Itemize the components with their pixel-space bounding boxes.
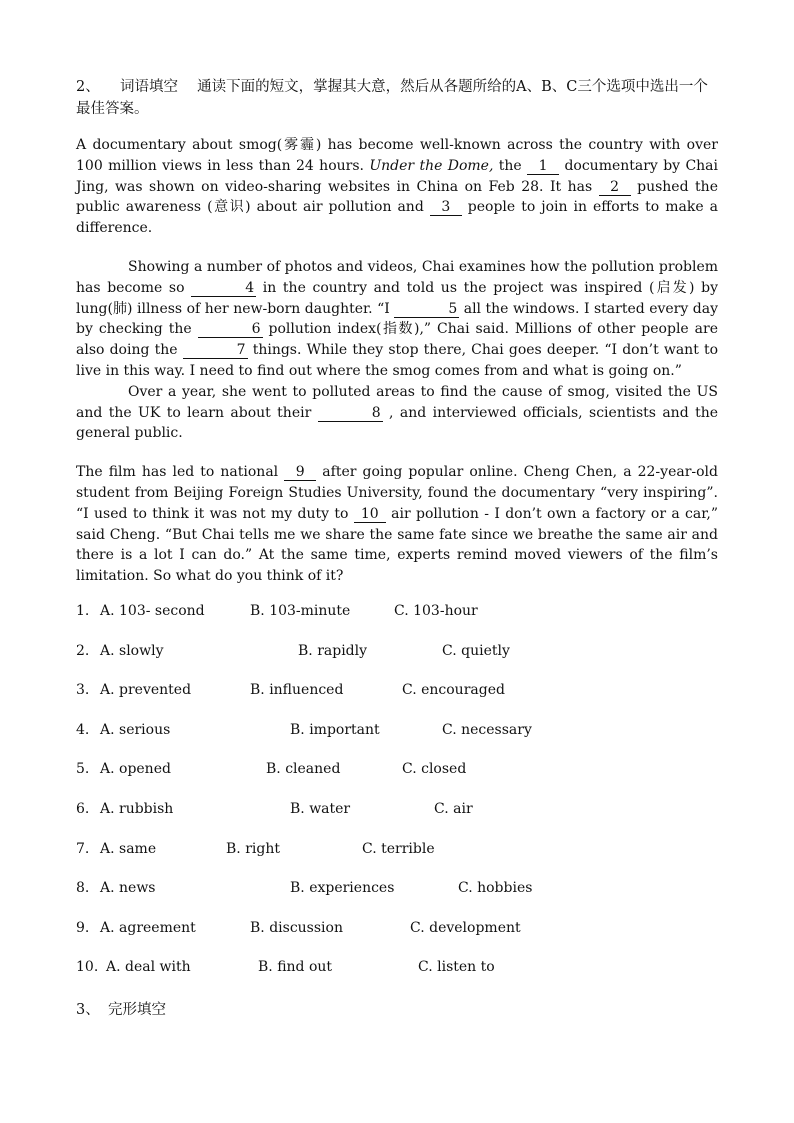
- option-b: B. important: [290, 721, 380, 738]
- option-c: C. hobbies: [458, 880, 533, 897]
- option-a: A. slowly: [100, 642, 164, 659]
- blank-10: 10: [354, 506, 386, 523]
- option-a: A. deal with: [106, 959, 191, 976]
- option-c: C. 103-hour: [394, 602, 478, 619]
- section-3-heading: [76, 999, 718, 1021]
- option-b: B. influenced: [250, 682, 344, 699]
- option-b: B. right: [226, 840, 280, 857]
- option-a: A. news: [100, 880, 156, 897]
- section-title: 完形填空: [108, 1001, 166, 1018]
- blank-8: 8: [318, 405, 383, 422]
- question-row: 9. A. agreement B. discussion C. development: [76, 919, 521, 936]
- option-c: C. development: [410, 919, 521, 936]
- answer-options: [76, 601, 718, 997]
- option-b: B. experiences: [290, 880, 395, 897]
- option-c: C. air: [434, 800, 473, 817]
- option-c: C. closed: [402, 761, 467, 778]
- document-page: [76, 76, 718, 1021]
- blank-3: 3: [430, 199, 462, 216]
- question-row: 10. A. deal with B. find out C. listen to: [76, 959, 495, 976]
- option-a: A. same: [100, 840, 157, 857]
- paragraph-1: A documentary about smog(雾霾) has become well-known across the country with over 100 million views in less than 24 hours. Under the Dome, the 1 documentary by Chai Jing, was shown on video-sharing websites in China on Feb 28. It has 2 pushed the public awareness (意识) about air pollution and 3 people to join in efforts to make a difference.: [76, 137, 718, 237]
- question-row: 6. A. rubbish B. water C. air: [76, 800, 473, 817]
- option-c: C. quietly: [442, 642, 510, 659]
- film-title: Under the Dome,: [369, 157, 494, 174]
- option-a: A. opened: [100, 761, 171, 778]
- option-b: B. water: [290, 800, 351, 817]
- option-a: A. prevented: [100, 682, 192, 699]
- blank-1: 1: [527, 158, 559, 175]
- paragraph-4: The film has led to national 9 after going popular online. Cheng Chen, a 22-year-old student from Beijing Foreign Studies University, found the documentary “very inspiring”. “I used to think it was not my duty to 10 air pollution - I don’t own a factory or a car,” said Cheng. “But Chai tells me we share the same fate since we breathe the same air and there is a lot I can do.” At the same time, experts remind moved viewers of the film’s limitation. So what do you think of it?: [76, 464, 719, 585]
- option-a: A. rubbish: [100, 800, 174, 817]
- question-row: 5. A. opened B. cleaned C. closed: [76, 761, 467, 778]
- blank-6: 6: [198, 321, 263, 338]
- question-row: 1. A. 103- second B. 103-minute C. 103-hour: [76, 602, 478, 619]
- blank-4: 4: [191, 280, 256, 297]
- option-b: B. cleaned: [266, 761, 341, 778]
- section-number: 2、: [76, 79, 100, 95]
- question-row: 4. A. serious B. important C. necessary: [76, 721, 532, 738]
- blank-7: 7: [183, 342, 248, 359]
- blank-9: 9: [284, 464, 316, 481]
- question-row: 7. A. same B. right C. terrible: [76, 840, 435, 857]
- option-b: B. rapidly: [298, 642, 368, 659]
- option-a: A. agreement: [100, 919, 196, 936]
- paragraph-3: Over a year, she went to polluted areas to find the cause of smog, visited the US and the UK to learn about their 8 , and interviewed officials, scientists and the general public.: [76, 383, 718, 442]
- option-b: B. find out: [258, 959, 333, 976]
- section-title: 词语填空 通读下面的短文，掌握其大意，然后从各题所给的A、B、C三个选项中选出一个最佳答案。: [76, 79, 708, 117]
- option-c: C. encouraged: [402, 682, 505, 699]
- paragraph-2: Showing a number of photos and videos, Chai examines how the pollution problem has become so 4 in the country and told us the project was inspired (启发) by lung(肺) illness of her new-born daughter. “I 5 all the windows. I started every day by checking the 6 pollution index(指数),” Chai said. Millions of other people are also doing the 7 things. While they stop there, Chai goes deeper. “I don’t want to live in this way. I need to find out where the smog comes from and what is going on.”: [76, 258, 719, 379]
- option-a: A. 103- second: [100, 602, 205, 619]
- option-b: B. 103-minute: [250, 602, 351, 619]
- section-number: 3、: [76, 1001, 100, 1018]
- question-row: 2. A. slowly B. rapidly C. quietly: [76, 642, 510, 659]
- option-c: C. necessary: [442, 721, 532, 738]
- section-2-heading: [76, 76, 718, 120]
- option-b: B. discussion: [250, 919, 343, 936]
- blank-2: 2: [599, 179, 631, 196]
- question-row: 3. A. prevented B. influenced C. encouraged: [76, 682, 505, 699]
- option-a: A. serious: [100, 721, 171, 738]
- option-c: C. listen to: [418, 959, 495, 976]
- question-row: 8. A. news B. experiences C. hobbies: [76, 880, 533, 897]
- blank-5: 5: [394, 301, 459, 318]
- option-c: C. terrible: [362, 840, 435, 857]
